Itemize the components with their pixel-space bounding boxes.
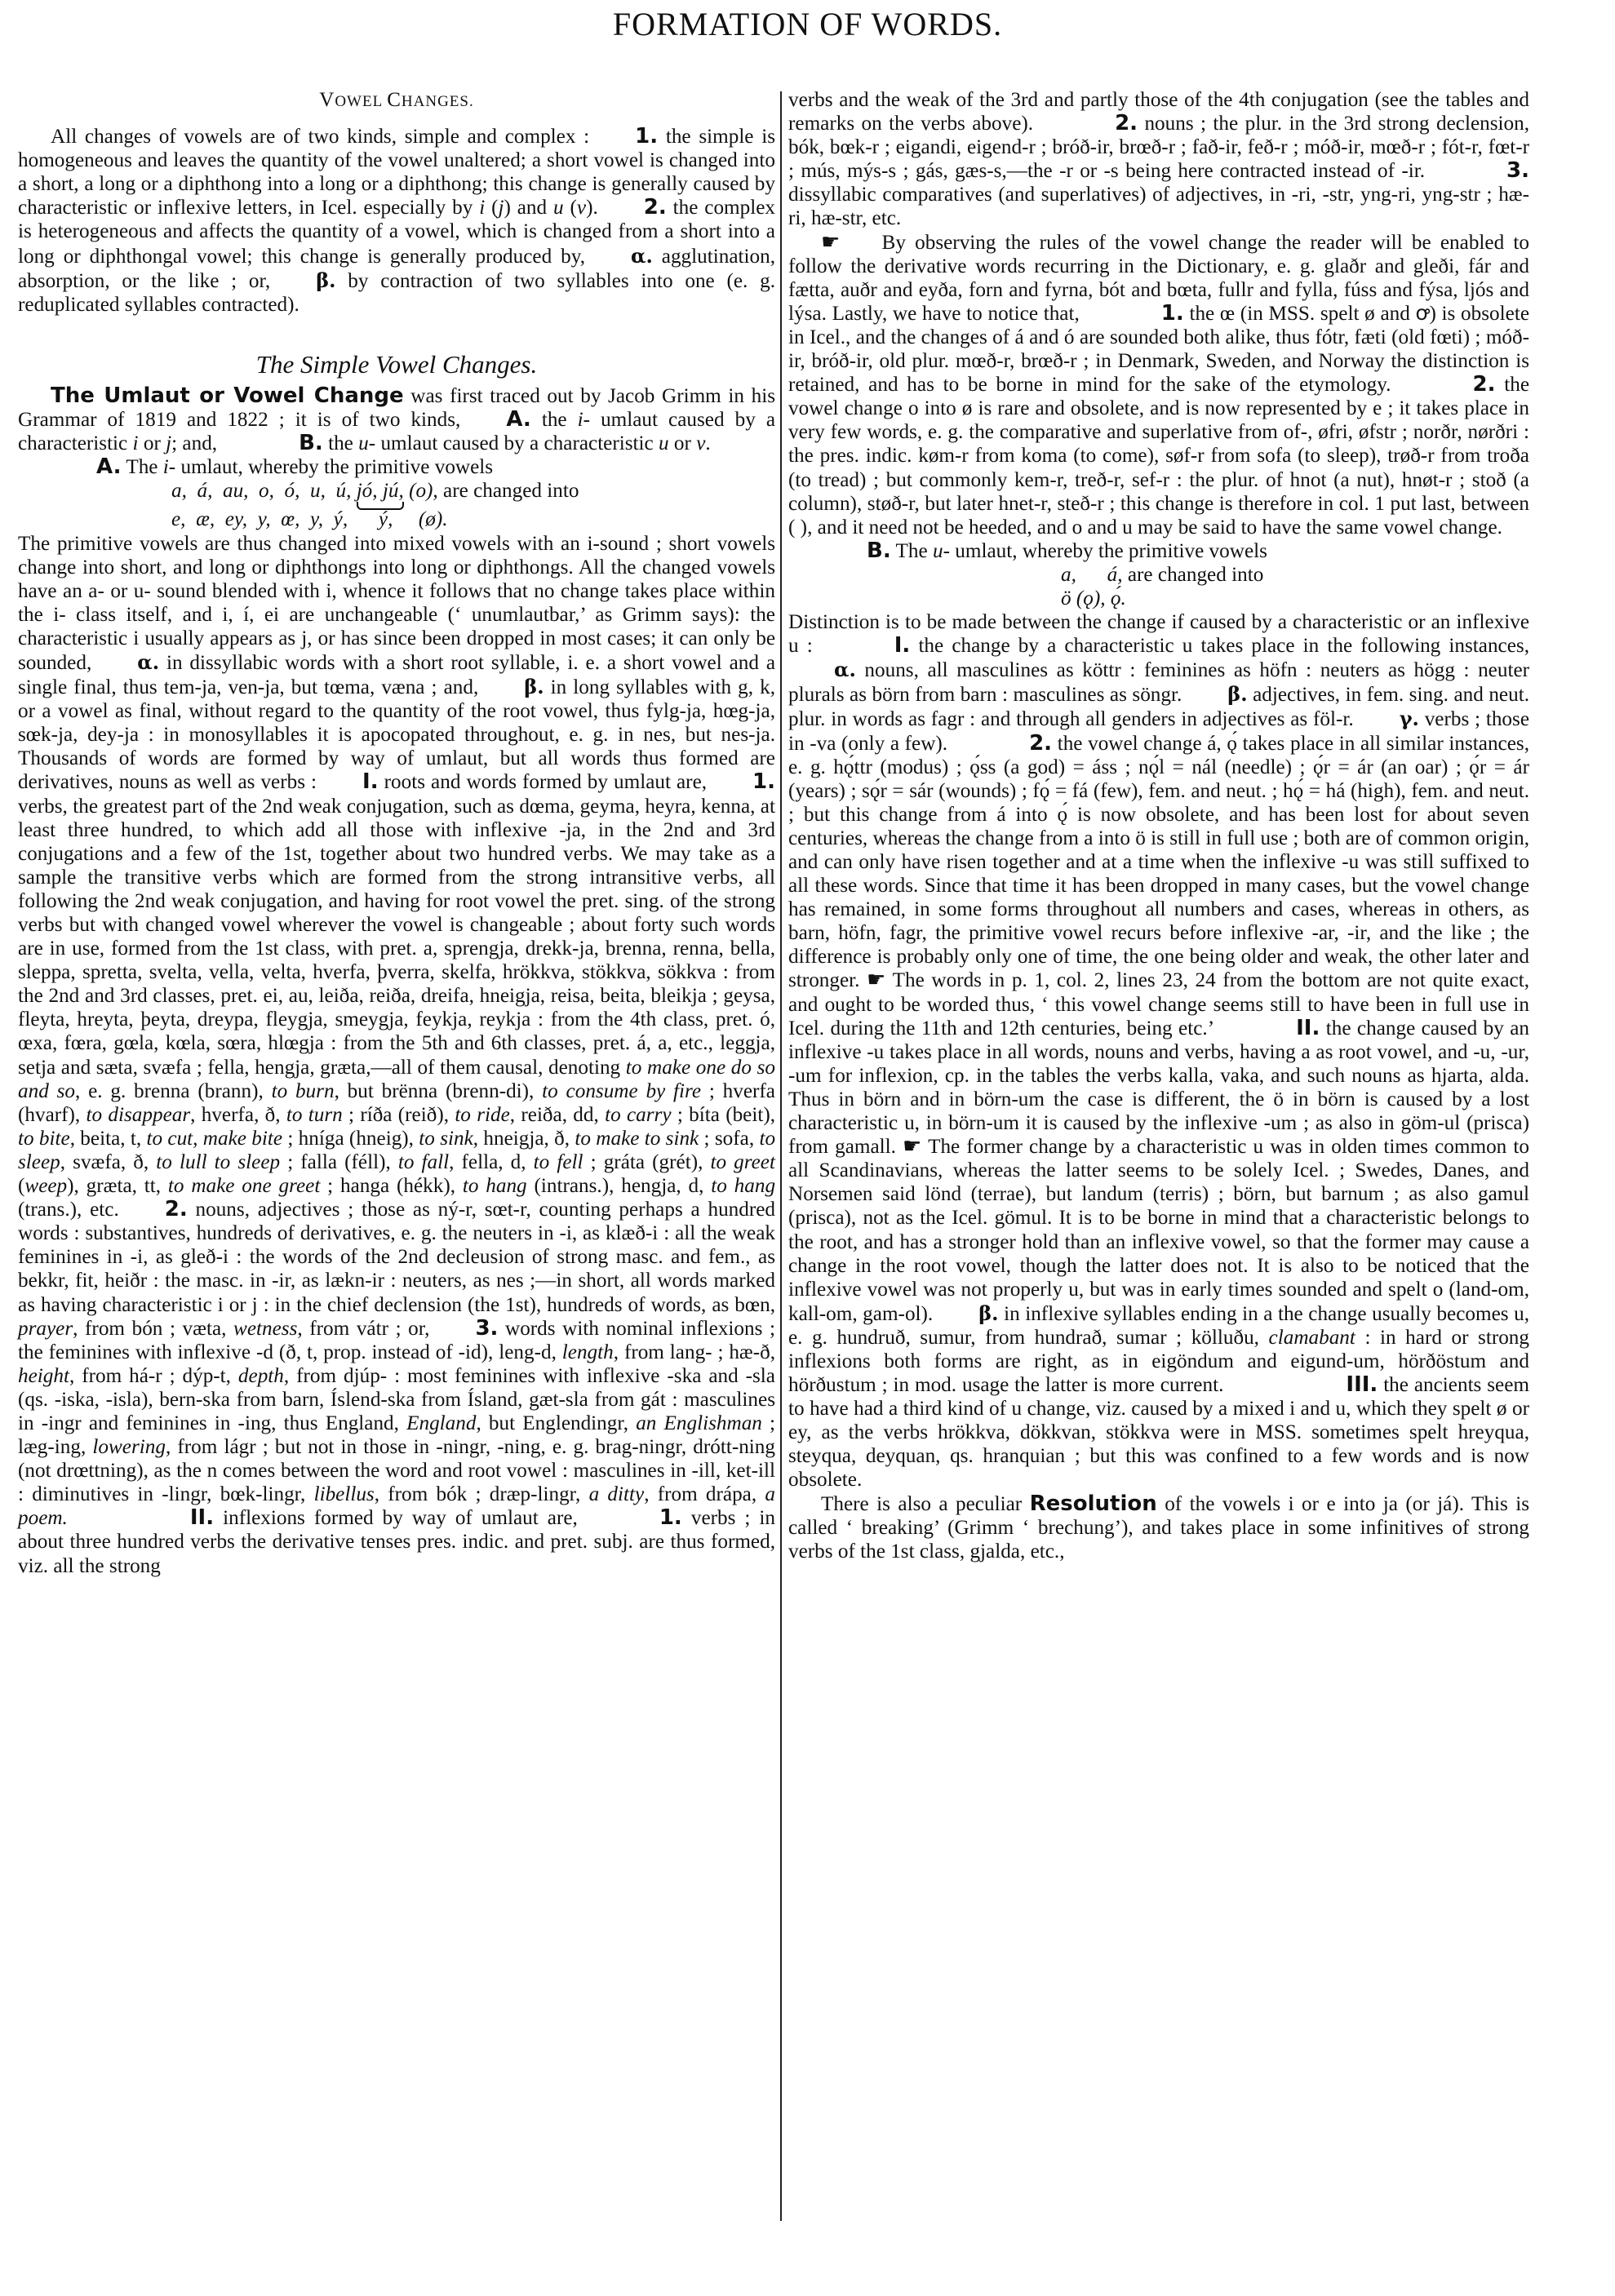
section-heading-simple-vowel-changes: The Simple Vowel Changes.: [255, 349, 538, 379]
right-column: [788, 88, 1529, 1563]
resolution-paragraph: There is also a peculiar Resolution of the vowels i or e into ja (or já). This is called ‘ breaking’ (Grimm ‘ brechung’), and takes place in some infinitives of strong verbs of the 1st class, gjalda, etc.,: [788, 1491, 1530, 1562]
i-umlaut-body: The primitive vowels are thus changed into mixed vowels with an i-sound ; short vowels change into short, and long or diphthongs into long or diphthongs. All the changed vowels have an a- or u- sound blended with i, whence it follows that no change takes place within the i- class itself, and i, í, ei are unchangeable (‘ unumlautbar,’ as Grimm says): the characteristic i usually appears as j, or has since been dropped in most cases; it can only be sounded, α. in dissyllabic words with a short root syllable, i. e. a short vowel and a single final, thus tem-ja, ven-ja, but tœma, væna ; and, β. in long syllables with g, k, or a vowel as final, without regard to the quantity of the root vowel, thus fylg-ja, hœg-ja, sœk-ja, dey-ja : in monosyllables it is apocopated throughout, e. g. in nes, but nes-ja. Thousands of words are formed by way of umlaut, but all words thus formed are derivatives, nouns as well as verbs : I. roots and words formed by umlaut are, 1. verbs, the greatest part of the 2nd weak conjugation, such as dœma, geyma, heyra, kenna, at least three hundred, to which add all those with inflexive -ja, in the 2nd and 3rd conjugations and a few of the 1st, together about two hundred verbs. We may take as a sample the transitive verbs which are formed from the strong intransitive verbs, all following the 2nd weak conjugation, and having for root vowel the pret. sing. of the strong verbs but with changed vowel wherever the vowel is changeable ; about forty such words are in use, formed from the 1st class, with pret. a, sprengja, drekk-ja, brenna, renna, bella, sleppa, spretta, svelta, vella, velta, hverfa, þverra, skelfa, hrökkva, stökkva, sökkva : from the 2nd and 3rd classes, pret. ei, au, leiða, reiða, dreifa, hneigja, reisa, beita, bleikja ; geysa, fleyta, hreyta, þeyta, dreypa, fleygja, smeygja, feykja, reykja : from the 4th class, pret. ó, œxa, fœra, gœla, kœla, sœra, hlœgja : from the 5th and 6th classes, pret. á, a, etc., leggja, setja and sæta, svæfa ; fella, hengja, græta,—all of them causal, denoting to make one do so and so, e. g. brenna (brann), to burn, but brënna (brenn-di), to consume by fire ; hverfa (hvarf), to disappear, hverfa, ð, to turn ; ríða (reið), to ride, reiða, dd, to carry ; bíta (beit), to bite, beita, t, to cut, make bite ; hníga (hneig), to sink, hneigja, ð, to make to sink ; sofa, to sleep, svæfa, ð, to lull to sleep ; falla (féll), to fall, fella, d, to fell ; gráta (grét), to greet (weep), græta, tt, to make one greet ; hanga (hékk), to hang (intrans.), hengja, d, to hang (trans.), etc. 2. nouns, adjectives ; those as ný-r, sœt-r, counting perhaps a hundred words : substantives, hundreds of derivatives, e. g. the neuters in -i, as klæð-i : all the weak feminines in -i, as gleð-i : the words of the 2nd decleusion of strong masc. and fem., as bekkr, fit, heiðr : the masc. in -ir, as lækn-ir : neuters, as nes ;—in short, all words marked as having characteristic i or j : in the chief declension (the 1st), hundreds of words, as bœn, prayer, from bón ; væta, wetness, from vátr ; or, 3. words with nominal inflexions ; the feminines with inflexive -d (ð, t, prop. instead of -id), leng-d, length, from lang- ; hæ-ð, height, from há-r ; dýp-t, depth, from djúp- : most feminines with inflexive -ska and -sla (qs. -iska, -isla), bern-ska from barn, Íslend-ska from Ísland, gæt-sla from gát : masculines in -ingr and feminines in -ing, thus England, England, but Englendingr, an Englishman ; læg-ing, lowering, from lágr ; but not in those in -ningr, -ning, e. g. brag-ningr, drótt-ning (not drœttning), as the n comes between the word and root vowel : masculines in -ill, ket-ill : diminutives in -lingr, bœk-lingr, libellus, from bók ; dræp-lingr, a ditty, from drápa, a poem. II. inflexions formed by way of umlaut are, 1. verbs ; in about three hundred verbs the derivative tenses pres. indic. and pret. subj. are thus formed, viz. all the strong: [18, 532, 776, 1577]
section-heading-vowel-changes: VOWEL CHANGES.: [319, 89, 474, 111]
intro-paragraph: All changes of vowels are of two kinds, simple and complex : 1. the simple is homogeneous and leaves the quantity of the vowel unaltered; a short vowel is changed into a short, a long or a diphthong into a long or a diphthong; this change is generally caused by characteristic or inflexive letters, in Icel. especially by i (j) and u (v). 2. the complex is heterogeneous and affects the quantity of a vowel, which is changed from a short into a long or diphthongal vowel; this change is generally produced by, α. agglutination, absorption, or the like ; or, β. by contraction of two syllables into one (e. g. reduplicated syllables contracted).: [18, 124, 776, 316]
left-column: [18, 88, 775, 1578]
primitive-vowels-row: a, á, au, o, ó, u, ú, jó, jú, (o), are changed into: [171, 480, 579, 503]
continuation-paragraph: verbs and the weak of the 3rd and partly those of the 4th conjugation (see the tables and remarks on the verbs above). 2. nouns ; the plur. in the 3rd strong declension, bók, bœk-r ; eigandi, eigend-r ; bróð-ir, brœð-r ; fað-ir, feð-r ; móð-ir, mœð-r ; fót-r, fœt-r ; mús, mýs-s ; gás, gæs-s,—the -r or -s being here contracted instead of -ir. 3. dissyllabic comparatives (and superlatives) of adjectives, in -ri, -str, yng-ri, yng-str ; hæ-ri, hæ-str, etc.: [788, 89, 1530, 230]
observation-paragraph: ☚ By observing the rules of the vowel change the reader will be enabled to follow the derivative words recurring in the Dictionary, e. g. glaðr and gleði, fár and fætta, auðr and eyða, forn and fyrna, bót and bœta, fullr and fylla, fúss and fýsa, ljós and lýsa. Lastly, we have to notice that, 1. the œ (in MSS. spelt ø and ꝍ) is obsolete in Icel., and the changes of á and ó are sounded both alike, thus fótr, fæti (old fœti) ; móð-ir, bróð-ir, old plur. mœð-r, brœð-r ; in Denmark, Sweden, and Norway the distinction is retained, and has to be borne in mind for the sake of the etymology. 2. the vowel change o into ø is rare and obsolete, and is now represented by e ; it takes place in very few words, e. g. the comparative and superlative from of-, øfri, øfstr ; norðr, nørðri : the pres. indic. køm-r from koma (to come), søf-r from sofa (to sleep), trøð-r from troða (to tread) ; but commonly kem-r, treð-r, sef-r : the plur. of hnot (a nut), hnøt-r ; stoð (a column), støð-r, but later hnet-r, steð-r ; this change is therefore in col. 1 put last, between ( ), and it need not be heeded, and o and u may be said to have the same vowel change.: [788, 229, 1530, 539]
i-umlaut-heading: A. The i- umlaut, whereby the primitive vowels: [96, 454, 494, 480]
u-umlaut-body: Distinction is to be made between the change if caused by a characteristic or an inflexive u : I. the change by a characteristic u takes place in the following instances,α. nouns, all masculines as köttr : feminines as höfn : neuters as högg : neuter plurals as börn from barn : masculines as söngr. β. adjectives, in fem. sing. and neut. plur. in words as fagr : and through all genders in adjectives as föl-r. γ. verbs ; those in -va (only a few). 2. the vowel change á, ǫ́ takes place in all similar instances, e. g. hǫ́ttr (modus) ; ǫ́ss (a god) = áss ; nǫ́l = nál (needle) ; ǫ́r = ár (an oar) ; ǫ́r = ár (years) ; sǫ́r = sár (wounds) ; fǫ́ = fá (few), fem. and neut. ; hǫ́ = há (high), fem. and neut. ; but this change from á into ǫ́ is now obsolete, and has been lost for about seven centuries, whereas the change from a into ö is still in full use ; both are of common origin, and can only have risen together and at a time when the inflexive -u was still suffixed to all these words. Since that time it has been dropped in many cases, but the vowel change has remained, in some forms throughout all numbers and cases, whereas in others, as barn, höfn, fagr, the primitive vowel recurs before inflexive -ar, -ir, and the like ; the difference is probably only one of time, the one being older and weak, the other later and stronger. ☚ The words in p. 1, col. 2, lines 23, 24 from the bottom are not quite exact, and ought to be worded thus, ‘ this vowel change seems still to have been in full use in Icel. during the 11th and 12th centuries, being etc.’ II. the change caused by an inflexive -u takes place in all words, nouns and verbs, having a as root vowel, and -u, -ur, -um for inflexion, cp. in the tables the verbs kalla, vaka, and such nouns as hjarta, alda. Thus in börn and in börn-um the case is different, the ö in börn is caused by a lost characteristic u, in börn-um it is caused by the inflexive -um ; as also in göm-ul (prisca) from gamall. ☚ The former change by a characteristic u was in olden times common to all Scandinavians, whereas the latter seems to be solely Icel. ; Swedes, Danes, and Norsemen said lönd (terrae), but landum (terris) ; börn, but barnum ; as also gamul (prisca), not as the Icel. gömul. It is to be borne in mind that a characteristic belongs to the root, and has a stronger hold than an inflexive vowel, so that the former may cause a change in the root vowel, though the latter does not. It is also to be noticed that the inflexive vowel was not properly u, but was in early times sounded and spelt o (land-om, kall-om, gam-ol). β. in inflexive syllables ending in a the change usually becomes u, e. g. hundruð, sumur, from hundrað, sumar ; kölluðu, clamabant : in hard or strong inflexions both forms are right, as in eigöndum and eigund-um, hörðöstum and hörðustum ; in mod. usage the latter is more current. III. the ancients seem to have had a third kind of u change, viz. caused by a mixed i and u, which they spelt ø or ey, as the verbs hrökkva, dökkvan, stökkva were in MSS. sometimes spelt hreyqua, steyqua, deyquan, qs. hranquian ; but this was confined to a few words and is now obsolete.: [788, 611, 1530, 1492]
u-umlaut-heading: B. The u- umlaut, whereby the primitive vowels: [867, 538, 1267, 563]
u-changed-vowels-row: ö (ǫ), ǫ́.: [1061, 587, 1126, 609]
u-primitive-vowels-row: a, á, are changed into: [1061, 563, 1264, 586]
pointing-hand-icon: ☚: [867, 968, 886, 992]
pointing-hand-icon: ☚: [821, 229, 841, 254]
brace-mark: jó, jú,: [356, 480, 404, 503]
column-divider: [780, 91, 782, 2221]
pointing-hand-icon: ☚: [903, 1134, 922, 1159]
umlaut-paragraph: The Umlaut or Vowel Change was first traced out by Jacob Grimm in his Grammar of 1819 and 1822 ; it is of two kinds, A. the i- umlaut caused by a characteristic i or j; and, B. the u- umlaut caused by a characteristic u or v.: [18, 383, 776, 456]
page-title: FORMATION OF WORDS.: [612, 6, 1003, 42]
changed-vowels-row: e, æ, ey, y, œ, y, ý, ý, (ø).: [171, 508, 448, 531]
